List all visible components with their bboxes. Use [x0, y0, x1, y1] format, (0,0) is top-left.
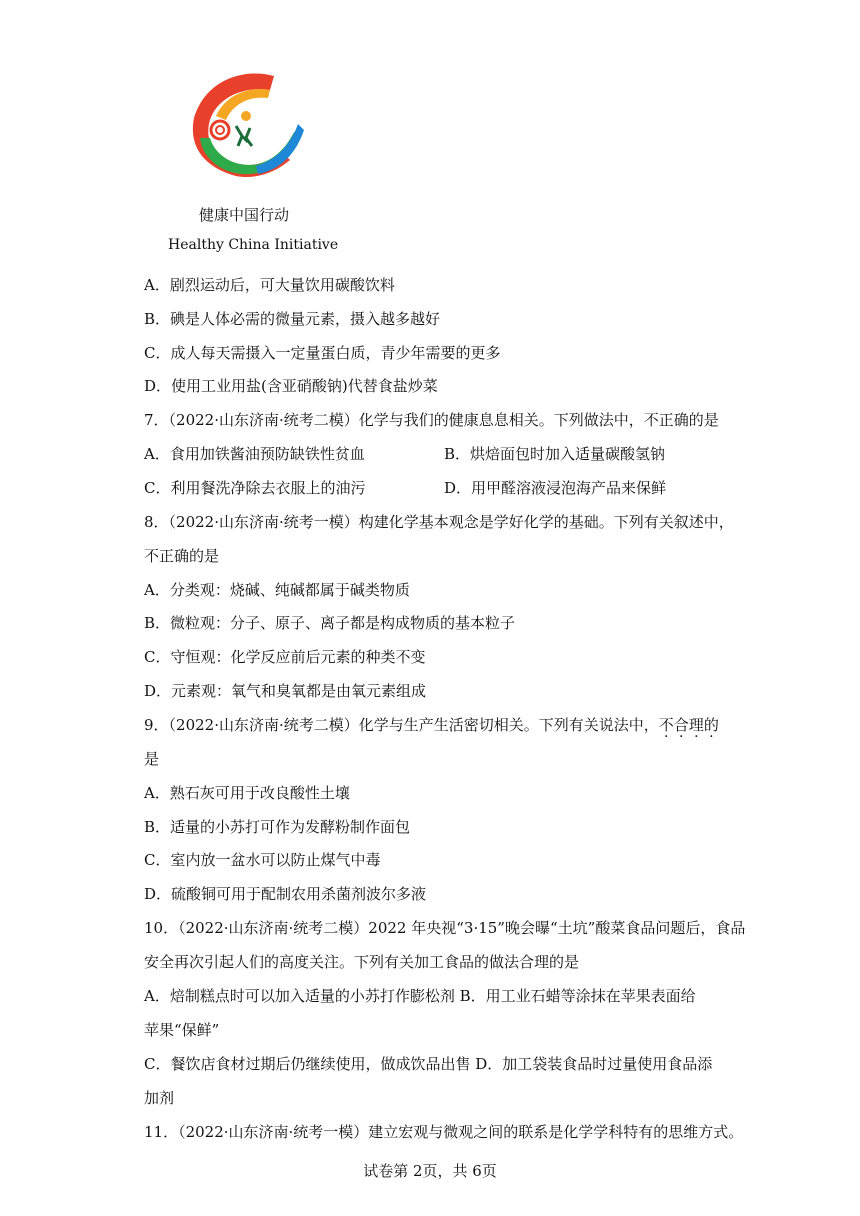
q9-emphasis-char: 合	[673, 716, 689, 734]
q10-stem-line1: 10．（2022·山东济南·统考二模）2022 年央视“3·15”晚会曝“土坑”酸菜食品问题后，食品	[144, 919, 746, 937]
q7-option-c: C．利用餐洗净除去衣服上的油污	[144, 479, 366, 497]
q10-options-line1: A．焙制糕点时可以加入适量的小苏打作膨松剂 B．用工业石蜡等涂抹在苹果表面给	[144, 987, 696, 1005]
q7-option-a: A．食用加铁酱油预防缺铁性贫血	[144, 445, 365, 463]
q9-option-c: C．室内放一盆水可以防止煤气中毒	[144, 851, 381, 869]
q9-emphasis-char: 的	[703, 716, 719, 734]
q8-option-c: C．守恒观：化学反应前后元素的种类不变	[144, 648, 426, 666]
q8-option-a: A．分类观：烧碱、纯碱都属于碱类物质	[144, 581, 410, 599]
page-footer: 试卷第 2页，共 6页	[363, 1162, 497, 1180]
q9-option-b: B．适量的小苏打可作为发酵粉制作面包	[144, 818, 411, 836]
q7-option-b: B．烘焙面包时加入适量碳酸氢钠	[444, 445, 666, 463]
q6-option-d: D．使用工业用盐(含亚硝酸钠)代替食盐炒菜	[144, 377, 438, 395]
q9-emphasis-char: 理	[688, 716, 704, 734]
q9-option-a: A．熟石灰可用于改良酸性土壤	[144, 784, 350, 802]
q11-stem-line1: 11．（2022·山东济南·统考一模）建立宏观与微观之间的联系是化学学科特有的思维方式。	[144, 1123, 744, 1141]
q10-options-line2: 苹果“保鲜”	[144, 1021, 220, 1039]
q8-option-d: D．元素观：氧气和臭氧都是由氧元素组成	[144, 682, 427, 700]
q9-emphasis-char: 不	[658, 716, 674, 734]
q9-option-d: D．硫酸铜可用于配制农用杀菌剂波尔多液	[144, 885, 427, 903]
healthy-china-logo	[186, 68, 306, 184]
q8-stem-line2: 不正确的是	[144, 547, 220, 565]
q9-stem-line2: 是	[144, 750, 160, 768]
q7-stem: 7．（2022·山东济南·统考二模）化学与我们的健康息息相关。下列做法中，不正确的是	[144, 411, 719, 429]
q10-options-line3: C．餐饮店食材过期后仍继续使用，做成饮品出售 D．加工袋装食品时过量使用食品添	[144, 1055, 713, 1073]
healthy-china-logo-icon	[186, 68, 306, 184]
q6-option-b: B．碘是人体必需的微量元素，摄入越多越好	[144, 310, 441, 328]
q9-stem-line1	[144, 715, 719, 735]
q9-stem-prefix: 9．（2022·山东济南·统考二模）化学与生产生活密切相关。下列有关说法中，	[144, 716, 659, 734]
q8-option-b: B．微粒观：分子、原子、离子都是构成物质的基本粒子	[144, 614, 516, 632]
q6-option-a: A．剧烈运动后，可大量饮用碳酸饮料	[144, 276, 395, 294]
logo-title-cn: 健康中国行动	[199, 206, 290, 224]
q10-stem-line2: 安全再次引起人们的高度关注。下列有关加工食品的做法合理的是	[144, 953, 580, 971]
q7-option-d: D．用甲醛溶液浸泡海产品来保鲜	[444, 479, 667, 497]
q6-option-c: C．成人每天需摄入一定量蛋白质，青少年需要的更多	[144, 344, 501, 362]
q8-stem-line1: 8．（2022·山东济南·统考一模）构建化学基本观念是学好化学的基础。下列有关叙述中，	[144, 513, 734, 531]
q10-options-line4: 加剂	[144, 1089, 175, 1107]
logo-title-en: Healthy China Initiative	[168, 237, 339, 253]
